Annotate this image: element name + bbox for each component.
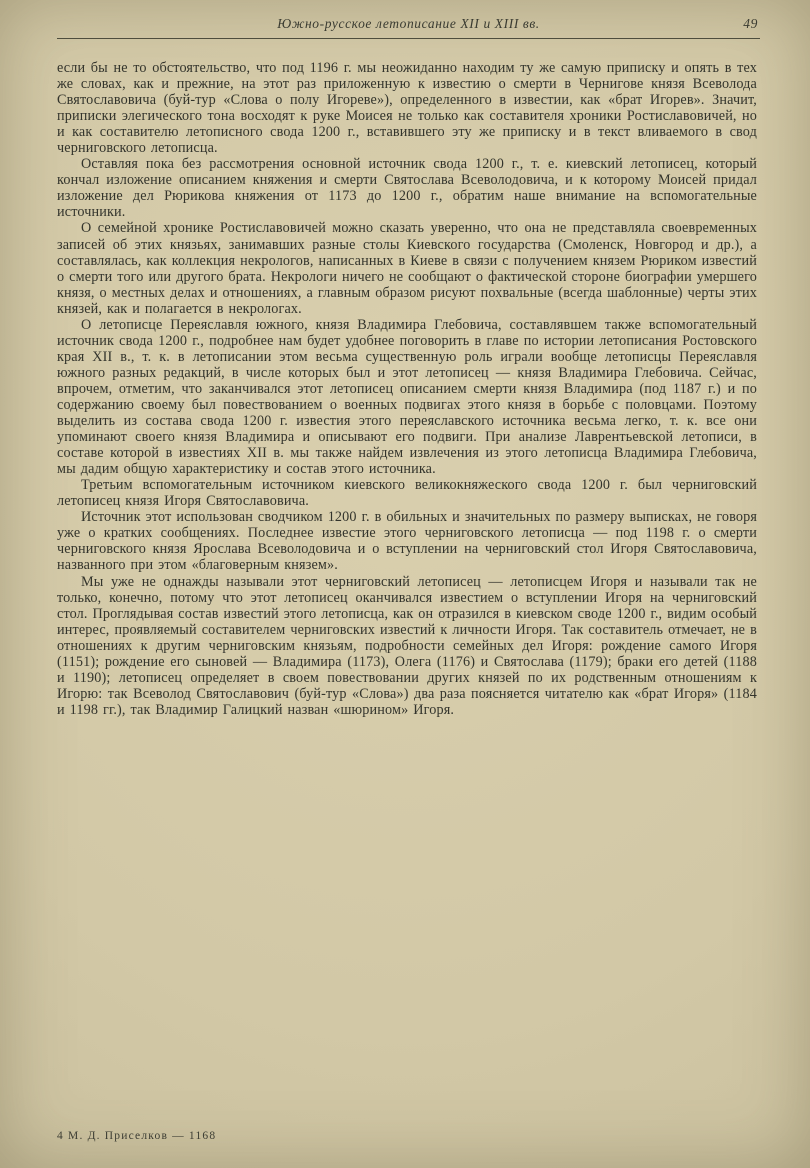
paragraph: О семейной хронике Ростиславовичей можно сказать уверенно, что она не представляла своевременных записей об этих князьях, занимавших разные столы Киевского государства (Смоленск, Новгород и др.), а составлялась, как коллекция некрологов, написанных в Киеве в связи с получением князем Рюриком известий о смерти того или другого брата. Некрологи ничего не сообщают о фактической стороне биографии умершего князя, о местных делах и отношениях, а главным образом рисуют похвальные (всегда шаблонные) черты этих князей, как и полагается в некрологах. bbox=[57, 220, 757, 317]
page-number: 49 bbox=[743, 16, 758, 31]
paragraph: Третьим вспомогательным источником киевского великокняжеского свода 1200 г. был черниговский летописец князя Игоря Святославовича. bbox=[57, 477, 757, 510]
paragraph: Источник этот использован сводчиком 1200 г. в обильных и значительных по размеру выписках, не говоря уже о кратких сообщениях. Последнее известие этого черниговского летописца — под 1198 г. о смерти черниговского князя Ярослава Всеволодовича и о вступлении на черниговский стол Игоря Святославовича, названного при этом «благоверным князем». bbox=[57, 509, 757, 574]
header-rule bbox=[57, 38, 760, 39]
paragraph: О летописце Переяславля южного, князя Владимира Глебовича, составлявшем также вспомогательный источник свода 1200 г., подробнее нам будет удобнее поговорить в главе по истории летописания Ростовского края XII в., т. к. в летописании этом весьма существенную роль играли вообще летописцы Переяславля южного разных редакций, в числе которых был и этот летописец — князя Владимира Глебовича. Сейчас, впрочем, отметим, что заканчивался этот летописец описанием смерти князя Владимира (под 1187 г.) и по содержанию своему был повествованием о военных подвигах этого князя в борьбе с половцами. Поэтому выделить из состава свода 1200 г. известия этого переяславского источника весьма легко, т. к. все они упоминают своего князя Владимира и описывают его подвиги. При анализе Лаврентьевской летописи, в составе которой в известиях XII в. мы также найдем извлечения из этого летописца Владимира Глебовича, мы дадим общую характеристику и состав этого источника. bbox=[57, 316, 757, 478]
page-header bbox=[57, 16, 760, 36]
footer-signature: 4 М. Д. Приселков — 1168 bbox=[57, 1130, 217, 1142]
paragraph: Оставляя пока без рассмотрения основной источник свода 1200 г., т. е. киевский летописец, который кончал изложение описанием княжения и смерти Святослава Всеволодовича, и к которому Моисей придал изложение дел Рюрикова княжения от 1173 до 1200 г., обратим наше внимание на вспомогательные источники. bbox=[57, 156, 757, 221]
body-text bbox=[57, 60, 757, 718]
running-title: Южно-русское летописание XII и XIII вв. bbox=[277, 16, 540, 31]
paragraph: если бы не то обстоятельство, что под 1196 г. мы неожиданно находим ту же самую приписку и опять в тех же словах, как и прежние, на этот раз приложенную к известию о смерти в Чернигове князя Всеволода Святославовича (буй-тур «Слова о полу Игореве»), определенного в известии, как «брат Игорев». Значит, приписки элегического тона восходят к руке Моисея не только как составителя хроники Ростиславовичей, но и как составителю летописного свода 1200 г., вставившего эту же приписку и в текст вливаемого в свод черниговского летописца. bbox=[57, 60, 757, 157]
paragraph: Мы уже не однажды называли этот черниговский летописец — летописцем Игоря и называли так не только, конечно, потому что этот летописец оканчивался известием о вступлении Игоря на черниговский стол. Проглядывая состав известий этого летописца, как он отразился в киевском своде 1200 г., видим особый интерес, проявляемый составителем черниговских известий к личности Игоря. Так составитель отмечает, не в отношениях к другим черниговским князьям, подробности семейных дел Игоря: рождение самого Игоря (1151); рождение его сыновей — Владимира (1173), Олега (1176) и Святослава (1179); браки его детей (1188 и 1190); летописец определяет в своем повествовании других князей по их родственным отношениям к Игорю: так Всеволод Святославович (буй-тур «Слова») два раза поясняется читателю как «брат Игоря» (1184 и 1198 гг.), так Владимир Галицкий назван «шюрином» Игоря. bbox=[57, 573, 757, 718]
